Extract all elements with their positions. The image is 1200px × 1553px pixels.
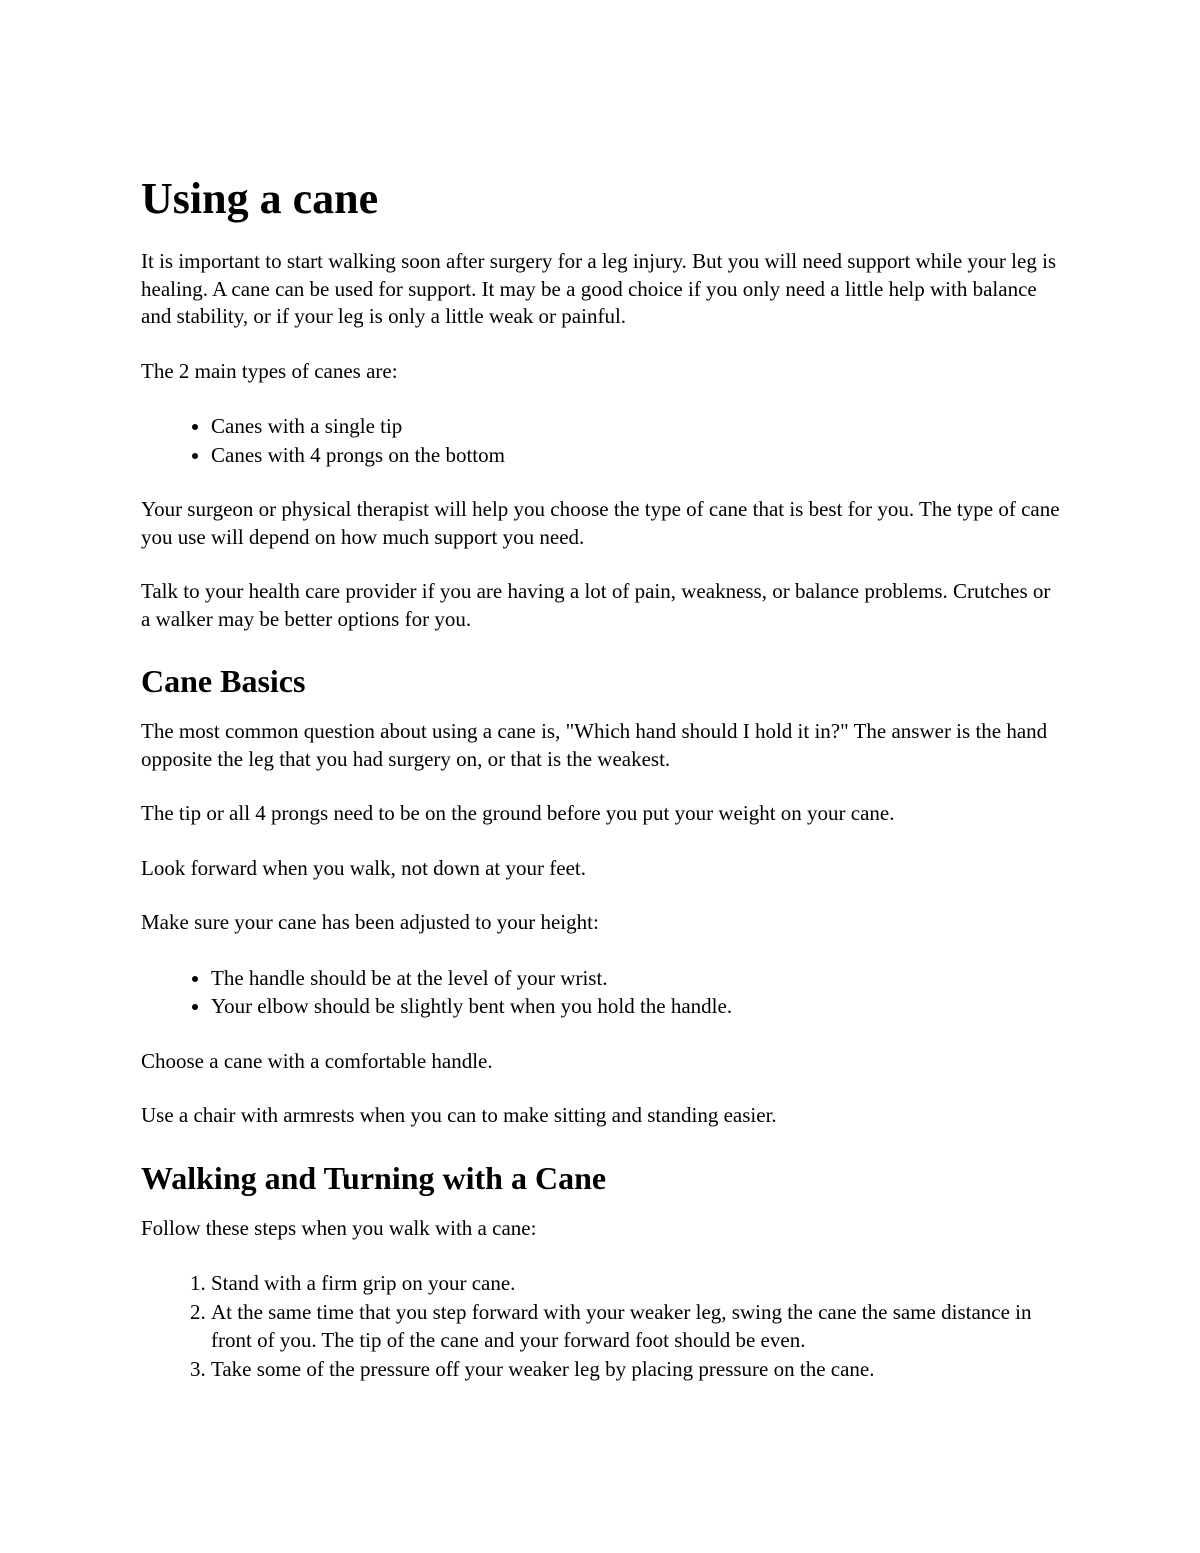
basics-paragraph-1: The most common question about using a cane is, "Which hand should I hold it in?" The answer is the hand opposite the leg that you had surgery on, or that is the weakest. xyxy=(141,719,1048,771)
page-title: Using a cane xyxy=(141,174,379,223)
basics-paragraph-5: Choose a cane with a comfortable handle. xyxy=(141,1048,493,1073)
walking-steps-list xyxy=(141,1269,1061,1383)
basics-paragraph-2: The tip or all 4 prongs need to be on the ground before you put your weight on your cane. xyxy=(141,801,895,825)
list-item: • Your elbow should be slightly bent when you hold the handle. xyxy=(211,992,1061,1021)
cane-types-list xyxy=(141,412,1061,469)
list-item: • Canes with 4 prongs on the bottom xyxy=(211,441,1061,470)
basics-paragraph-6: Use a chair with armrests when you can to make sitting and standing easier. xyxy=(141,1103,777,1127)
intro-paragraph-1: It is important to start walking soon after surgery for a leg injury. But you will need support while your leg is healing. A cane can be used for support. It may be a good choice if you only need a little help with balance and stability, or if your leg is only a little weak or painful. xyxy=(141,249,1057,328)
document-page xyxy=(141,170,1061,1410)
section-heading-walking: Walking and Turning with a Cane xyxy=(141,1159,607,1196)
list-item: 1. Stand with a firm grip on your cane. xyxy=(211,1269,1061,1298)
list-item: 3. Take some of the pressure off your weaker leg by placing pressure on the cane. xyxy=(211,1355,1061,1384)
basics-paragraph-4: Make sure your cane has been adjusted to your height: xyxy=(141,910,599,934)
intro-paragraph-3: Your surgeon or physical therapist will help you choose the type of cane that is best for you. The type of cane you use will depend on how much support you need. xyxy=(141,497,1060,549)
section-heading-cane-basics: Cane Basics xyxy=(141,663,306,699)
intro-paragraph-4: Talk to your health care provider if you are having a lot of pain, weakness, or balance problems. Crutches or a walker may be better options for you. xyxy=(141,579,1051,631)
list-item: • The handle should be at the level of your wrist. xyxy=(211,964,1061,993)
list-item: 2. At the same time that you step forward with your weaker leg, swing the cane the same distance in front of you. The tip of the cane and your forward foot should be even. xyxy=(211,1298,1061,1355)
intro-paragraph-2: The 2 main types of canes are: xyxy=(141,358,398,383)
walking-paragraph-1: Follow these steps when you walk with a cane: xyxy=(141,1215,537,1240)
height-adjustment-list xyxy=(141,964,1061,1021)
basics-paragraph-3: Look forward when you walk, not down at your feet. xyxy=(141,855,586,880)
list-item: • Canes with a single tip xyxy=(211,412,1061,441)
